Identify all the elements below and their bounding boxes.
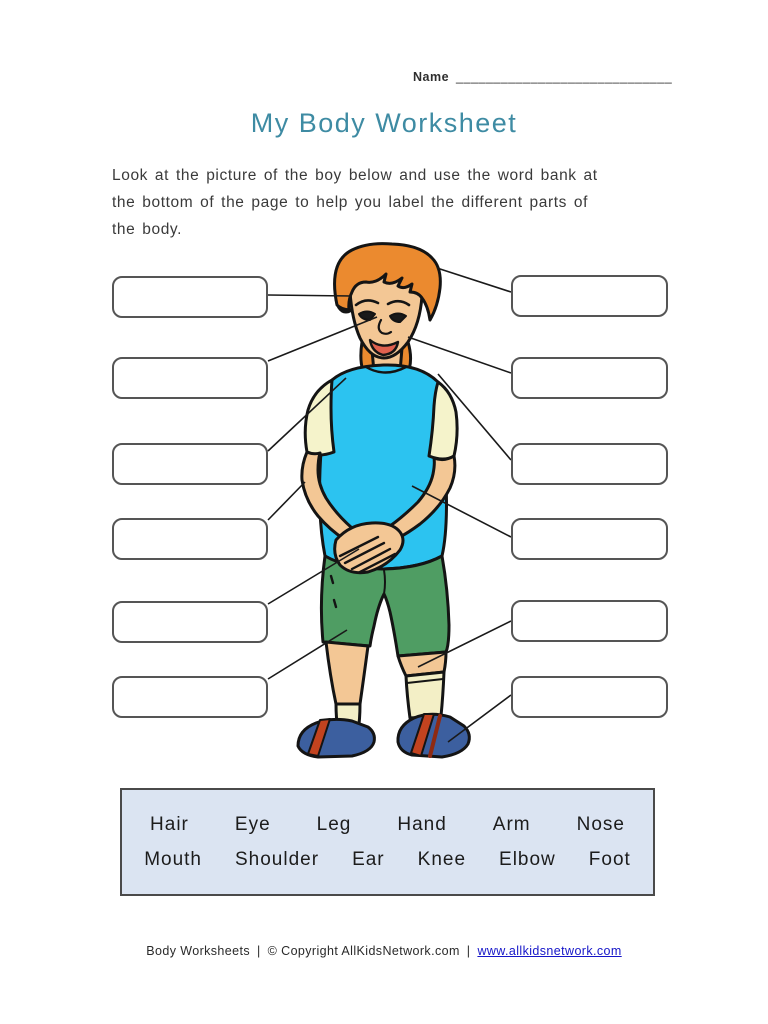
word-bank-word-mouth: Mouth	[144, 848, 202, 870]
word-bank-word-knee: Knee	[417, 848, 467, 870]
word-bank-word-foot: Foot	[588, 848, 631, 870]
label-box-left-6[interactable]	[112, 676, 268, 718]
footer-text: Body Worksheets	[146, 944, 251, 958]
label-box-right-3[interactable]	[511, 443, 668, 485]
connector-line-right-6-to-foot	[448, 695, 511, 742]
word-bank-word-eye: Eye	[234, 813, 271, 835]
label-box-left-4[interactable]	[112, 518, 268, 560]
footer-link[interactable]: www.allkidsnetwork.com	[477, 944, 622, 958]
connector-line-left-4-to-arm	[268, 482, 305, 520]
boy-shorts-seam	[384, 570, 385, 594]
label-box-right-6[interactable]	[511, 676, 668, 718]
instructions-line: the body.	[112, 221, 183, 238]
label-box-right-1[interactable]	[511, 275, 668, 317]
word-bank-word-elbow: Elbow	[499, 848, 556, 870]
label-box-left-1[interactable]	[112, 276, 268, 318]
connector-line-right-1-to-hair	[437, 268, 511, 292]
label-box-right-4[interactable]	[511, 518, 668, 560]
word-bank-word-ear: Ear	[352, 848, 385, 870]
label-box-left-2[interactable]	[112, 357, 268, 399]
page-title: My Body Worksheet	[250, 108, 518, 138]
boy-shorts	[321, 556, 449, 656]
word-bank-word-hair: Hair	[150, 813, 189, 835]
word-bank-word-nose: Nose	[576, 813, 625, 835]
word-bank-word-leg: Leg	[316, 813, 352, 835]
footer-copyright: © Copyright AllKidsNetwork.com	[267, 944, 460, 958]
label-box-left-5[interactable]	[112, 601, 268, 643]
label-box-left-3[interactable]	[112, 443, 268, 485]
boy-illustration	[298, 244, 469, 757]
word-bank-word-arm: Arm	[492, 813, 531, 835]
connector-line-right-2-to-mouth	[408, 337, 511, 373]
word-bank-word-shoulder: Shoulder	[235, 848, 320, 870]
word-bank-word-hand: Hand	[397, 813, 447, 835]
word-bank-row-2	[122, 849, 653, 871]
footer-separator: |	[257, 944, 261, 958]
boy-sleeve	[305, 380, 334, 455]
instructions-line: Look at the picture of the boy below and use the word bank at	[112, 167, 598, 184]
label-box-right-2[interactable]	[511, 357, 668, 399]
word-bank	[120, 788, 655, 896]
word-bank-row-1	[122, 814, 653, 836]
connector-line-left-1-to-ear	[268, 295, 352, 296]
footer-separator: |	[466, 944, 471, 958]
boy-leg	[326, 642, 368, 704]
instructions-line: the bottom of the page to help you label the different parts of	[112, 194, 588, 211]
label-box-right-5[interactable]	[511, 600, 668, 642]
name-blank-line: _____________________________	[456, 70, 673, 84]
name-label: Name	[413, 70, 450, 84]
